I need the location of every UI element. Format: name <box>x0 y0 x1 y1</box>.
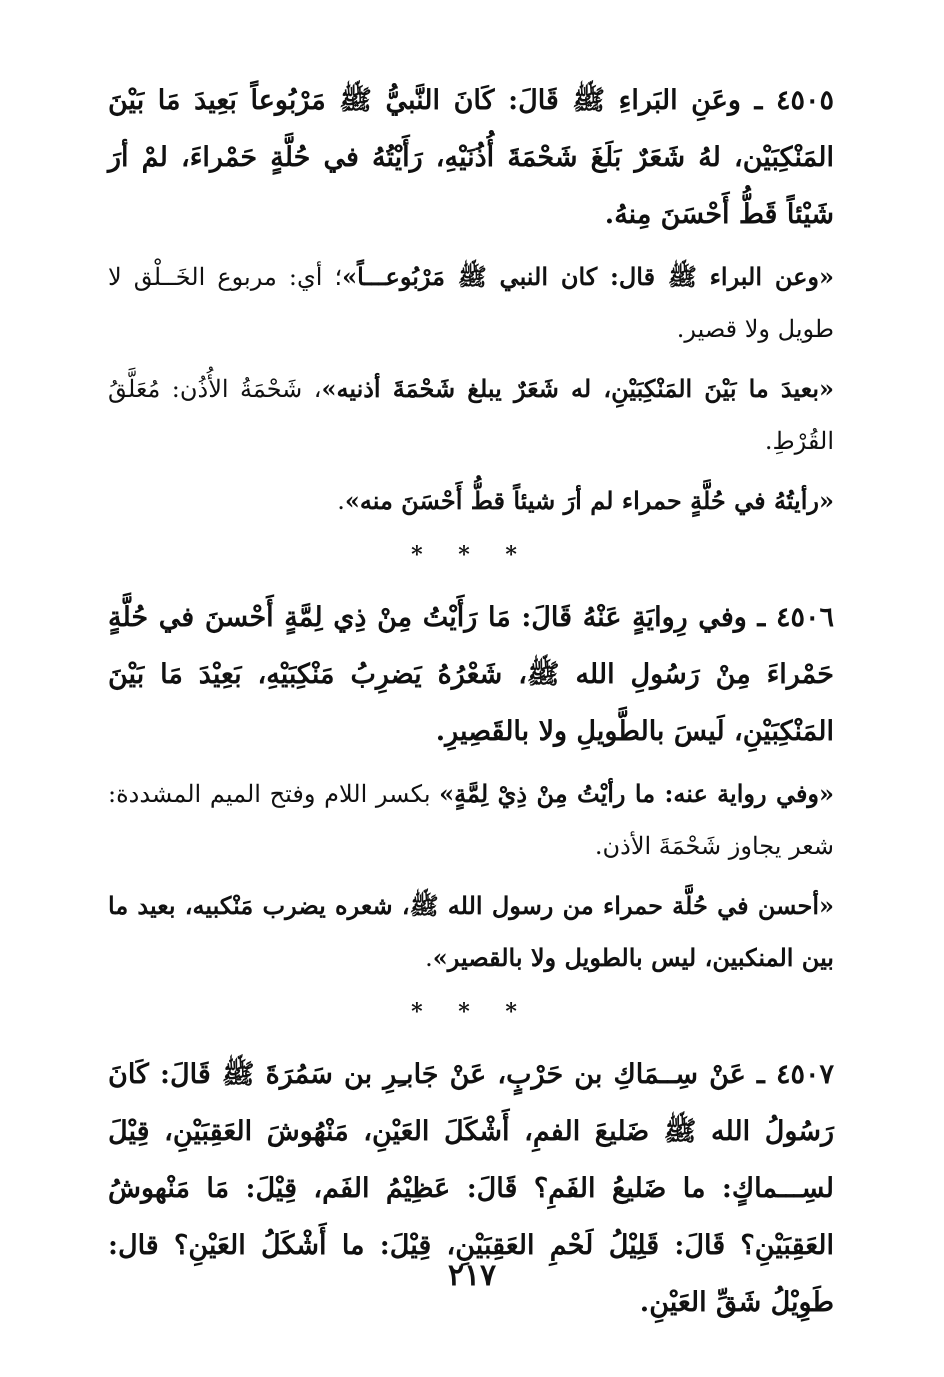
hadith-text: ٤٥٠٧ ـ عَنْ سِــمَاكِ بن حَرْبٍ، عَنْ جَابـِرِ بن سَمُرَةَ ﷺ قَالَ: كَانَ رَسُولُ الله ﷺ ضَليعَ الفمِ، أَشْكَلَ العَيْنِ، مَنْهُوشَ العَقِبَيْنِ، قِيْلَ لسِـــماكٍ: ما ضَليعُ الفَمِ؟ قَالَ: عَظِيْمُ الفَم، قِيْلَ: مَا مَنْهوشُ العَقِبَيْنِ؟ قَالَ: قَلِيْلُ لَحْمِ العَقِبَيْنِ، قِيْلَ: ما أَشْكَلُ العَيْنِ؟ قال: طَوِيْلُ شَقِّ العَيْنِ. <box>108 1059 834 1318</box>
commentary-text: بكسر اللام وفتح الميم المشددة: شعر يجاوز شَحْمَةَ الأذن. <box>108 780 834 860</box>
commentary-quote: «بعيدَ ما بَيْنَ المَنْكِبَيْنِ، له شَعَرٌ يبلغ شَحْمَةَ أذنيه» <box>321 374 835 403</box>
commentary-paragraph <box>108 251 834 355</box>
hadith-section-4505 <box>108 72 834 527</box>
commentary-quote: «وعن البراء ﷺ قال: كان النبي ﷺ مَرْبُوعـــاً» <box>342 262 834 291</box>
commentary-paragraph <box>108 363 834 467</box>
page-number: ٢١٧ <box>447 1258 497 1293</box>
commentary-text: ، شَحْمَةُ الأُذُن: مُعَلَّقُ القُرْطِ. <box>108 375 834 455</box>
commentary-quote: «رأيتُهُ في حُلَّةٍ حمراء لم أرَ شيئاً قطُّ أَحْسَنَ منه» <box>344 486 834 515</box>
hadith-text: ٤٥٠٦ ـ وفي رِوايَةٍ عَنْهُ قَالَ: مَا رَأَيْتُ مِنْ ذِي لِمَّةٍ أَحْسنَ في حُلَّةٍ حَمْراءَ مِنْ رَسُولِ الله ﷺ، شَعْرُهُ يَضرِبُ مَنْكِبَيْهِ، بَعِيْدَ مَا بَيْنَ المَنْكِبَيْنِ، لَيسَ بالطَّويلِ ولا بالقَصِيرِ. <box>108 602 834 747</box>
commentary-text: ؛ أي: مربوع الخَــلْق لا طويل ولا قصير. <box>108 263 834 343</box>
commentary-text: . <box>337 487 345 515</box>
commentary-paragraph <box>108 880 834 984</box>
commentary-quote: «أحسن في حُلَّة حمراء من رسول الله ﷺ، شعره يضرب مَنْكبيه، بعيد ما بين المنكبين، ليس بالطويل ولا بالقصير» <box>108 891 834 972</box>
hadith-text: ٤٥٠٥ ـ وعَنِ البَراءِ ﷺ قَالَ: كَانَ النَّبيُّ ﷺ مَرْبُوعاً بَعِيدَ مَا بَيْنَ المَنْكِبَيْن، لهُ شَعَرٌ بَلَغَ شَحْمَةَ أُذُنَيْهِ، رَأَيْتُهُ في حُلَّةٍ حَمْراءَ، لمْ أرَ شَيْئاً قَطُّ أَحْسَنَ مِنهُ. <box>108 85 834 230</box>
section-separator: * * * <box>411 999 531 1025</box>
section-separator: * * * <box>411 542 531 568</box>
commentary-paragraph <box>108 475 834 527</box>
commentary-quote: «وفي رواية عنه: ما رأيْتُ مِنْ ذِيْ لِمَّةٍ» <box>439 779 835 808</box>
commentary-text: . <box>425 944 433 972</box>
commentary-paragraph <box>108 768 834 872</box>
page-content <box>108 72 834 1339</box>
hadith-section-4506 <box>108 589 834 984</box>
